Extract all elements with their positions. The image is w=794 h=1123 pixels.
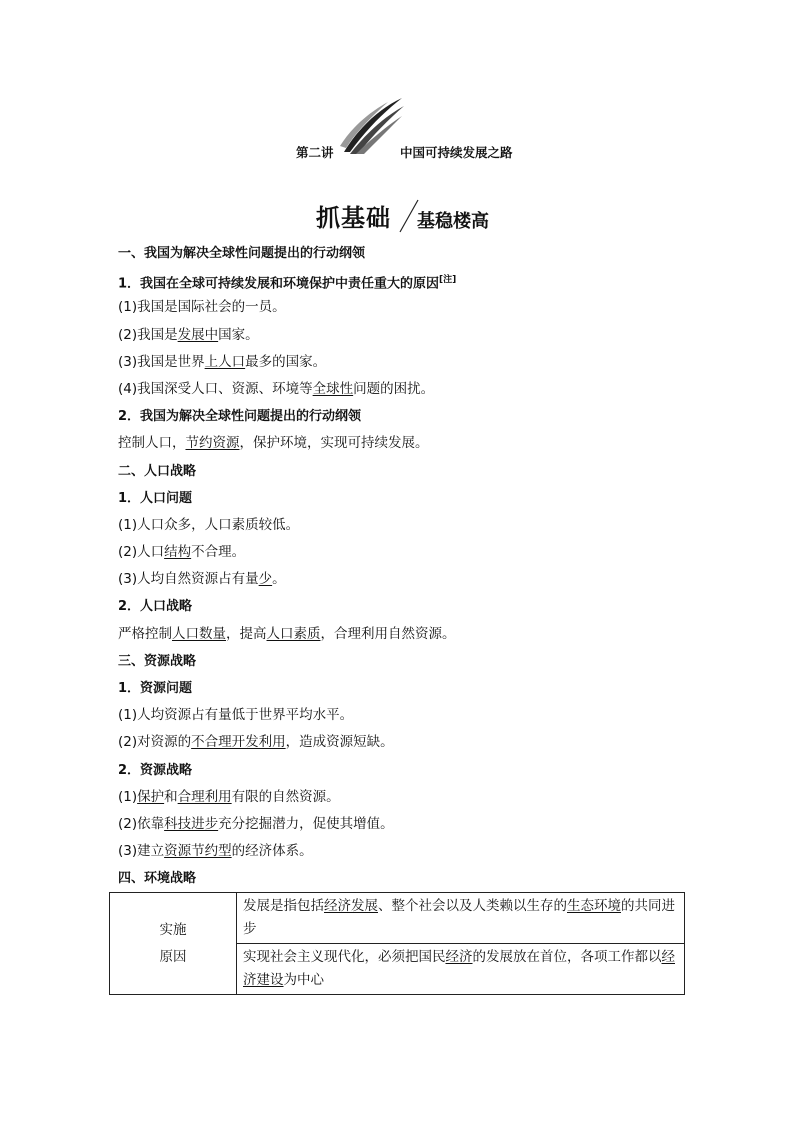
text-span: 问题的困扰。 <box>353 380 435 397</box>
underlined-answer: 全球性 <box>312 380 354 397</box>
text-span: 不合理。 <box>191 544 246 561</box>
text-line <box>118 376 688 403</box>
text-span: 有限的自然资源。 <box>231 788 340 805</box>
text-span: 严格控制 <box>118 625 172 642</box>
text-line <box>118 729 688 756</box>
section-heading <box>118 648 688 675</box>
text-line <box>118 566 688 593</box>
text-span: (4)我国深受人口、资源、环境等 <box>118 380 313 397</box>
text-span: (3)人均自然资源占有量 <box>118 571 259 588</box>
text-line <box>118 294 688 321</box>
underlined-answer: 经济建设 <box>243 949 675 988</box>
text-line <box>118 539 688 566</box>
text-line <box>118 430 688 457</box>
section-heading <box>118 240 688 267</box>
content-body <box>118 240 688 893</box>
text-span: (3)建立 <box>118 843 165 860</box>
text-line <box>118 322 688 349</box>
text-line <box>118 512 688 539</box>
text-span: 二、人口战略 <box>118 463 197 479</box>
chapter-heading <box>0 143 794 163</box>
text-span: 发展是指包括 <box>243 898 324 914</box>
underlined-answer: 不合理开发利用 <box>191 734 286 751</box>
table-cell <box>237 944 685 995</box>
text-span: 的共同进步 <box>243 898 675 937</box>
text-span: (1)我国是国际社会的一员。 <box>118 299 286 316</box>
table-row <box>110 893 685 944</box>
text-span: 实现社会主义现代化，必须把国民 <box>243 949 446 965</box>
table-label-cell <box>110 893 237 995</box>
text-span: 控制人口， <box>118 435 186 452</box>
underlined-answer: 经济 <box>445 949 473 965</box>
section-heading <box>118 458 688 485</box>
text-span: ，造成资源短缺。 <box>285 734 394 751</box>
underlined-answer: 结构 <box>164 544 192 561</box>
text-span: 最多的国家。 <box>245 353 327 370</box>
section-heading <box>118 593 688 620</box>
text-span: 的经济体系。 <box>231 843 313 860</box>
text-span: 为中心 <box>283 972 324 988</box>
underlined-answer: 科技进步 <box>164 815 219 832</box>
text-span: 。 <box>272 571 286 588</box>
text-span: 充分挖掘潜力，促使其增值。 <box>218 815 394 832</box>
text-span: (2)人口 <box>118 544 165 561</box>
text-span: 三、资源战略 <box>118 653 197 669</box>
section-heading <box>118 865 688 892</box>
text-span: 一、我国为解决全球性问题提出的行动纲领 <box>118 246 366 261</box>
text-span: (3)我国是世界 <box>118 353 205 370</box>
underlined-answer: 合理利用 <box>177 788 232 805</box>
underlined-answer: 人口数量 <box>172 625 226 642</box>
text-span: 和 <box>164 788 178 805</box>
text-span: (1)人均资源占有量低于世界平均水平。 <box>118 707 354 724</box>
section-main-title: 抓基础 <box>316 204 391 232</box>
text-span: 1．我国在全球可持续发展和环境保护中责任重大的原因 <box>118 276 440 292</box>
underlined-answer: 生态环境 <box>567 898 621 914</box>
underlined-answer: 节约资源 <box>185 435 240 452</box>
underlined-answer: 发展中 <box>177 326 219 343</box>
section-heading <box>118 403 688 430</box>
section-banner <box>0 198 794 238</box>
text-span: 国家。 <box>218 326 259 343</box>
text-span: 1．资源问题 <box>118 681 193 696</box>
text-line <box>118 621 688 648</box>
chapter-number: 第二讲 <box>296 145 334 160</box>
text-span: (1)人口众多，人口素质较低。 <box>118 516 300 533</box>
section-heading <box>118 675 688 702</box>
underlined-answer: 上人口 <box>204 353 246 370</box>
text-line <box>118 838 688 865</box>
section-heading <box>118 757 688 784</box>
text-span: 2．我国为解决全球性问题提出的行动纲领 <box>118 409 362 425</box>
underlined-answer: 资源节约型 <box>164 843 232 860</box>
text-line <box>118 811 688 838</box>
text-span: (2)对资源的 <box>118 734 192 751</box>
text-span: (2)我国是 <box>118 326 178 343</box>
text-span: ，合理利用自然资源。 <box>320 625 456 642</box>
text-line <box>118 784 688 811</box>
underlined-answer: 少 <box>258 571 273 588</box>
underlined-answer: 保护 <box>137 788 165 805</box>
text-line <box>118 349 688 376</box>
section-heading <box>118 267 688 294</box>
chapter-title: 中国可持续发展之路 <box>400 145 513 160</box>
note-marker[interactable]: [注] <box>439 275 457 286</box>
text-span: ，提高 <box>226 625 267 642</box>
label-line-1: 实施 <box>159 921 187 938</box>
environment-strategy-table <box>109 892 685 995</box>
text-span: (2)依靠 <box>118 815 165 832</box>
text-span: 1．人口问题 <box>118 490 193 506</box>
text-span: 2．资源战略 <box>118 762 193 778</box>
section-subtitle: 基稳楼高 <box>417 211 489 232</box>
text-span: 的发展放在首位，各项工作都以 <box>472 949 662 965</box>
text-span: 、整个社会以及人类赖以生存的 <box>378 898 567 914</box>
underlined-answer: 经济发展 <box>324 898 378 914</box>
underlined-answer: 人口素质 <box>266 625 321 642</box>
text-span: (1) <box>118 788 138 805</box>
table-cell <box>237 893 685 944</box>
text-span: ，保护环境，实现可持续发展。 <box>239 435 429 452</box>
text-span: 2．人口战略 <box>118 599 193 615</box>
text-line <box>118 702 688 729</box>
section-heading <box>118 485 688 512</box>
label-line-2: 原因 <box>159 948 187 965</box>
text-span: 四、环境战略 <box>118 871 197 887</box>
